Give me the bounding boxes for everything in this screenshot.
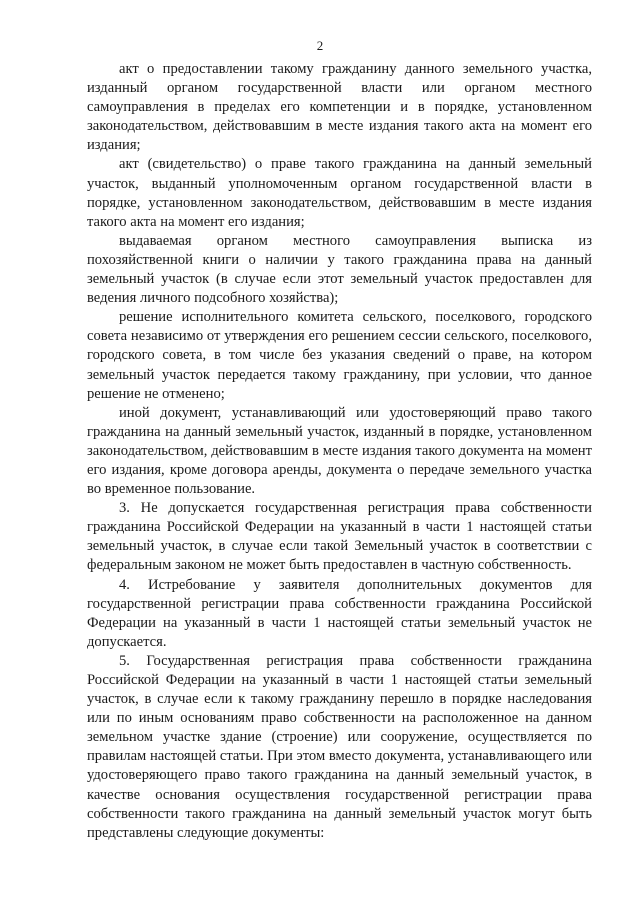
paragraph-act-certificate: акт (свидетельство) о праве такого гражданина на данный земельный участок, выданный уполномоченным органом государственной власти в порядке, установленном законодательством, действовавшим в месте издания такого акта на момент его издания; <box>87 156 592 230</box>
paragraph-other-document: иной документ, устанавливающий или удостоверяющий право такого гражданина на данный земельный участок, изданный в порядке, установленном законодательством, действовавшим в месте издания такого документа на момент его издания, кроме договора аренды, документа о передаче земельного участка во временное пользование. <box>87 404 592 498</box>
paragraph-item-5: 5. Государственная регистрация права собственности гражданина Российской Федерации на указанный в части 1 настоящей статьи земельный участок, в случае если к такому гражданину перешло в порядке наследования или по иным основаниям право собственности на расположенное на данном земельном участке здание (строение) или сооружение, осуществляется по правилам настоящей статьи. При этом вместо документа, устанавливающего или удостоверяющего право такого гражданина на данный земельный участок, в качестве основания осуществления государственной регистрации права собственности такого гражданина на данный земельный участок могут быть представлены следующие документы: <box>87 652 592 841</box>
paragraph-item-4: 4. Истребование у заявителя дополнительных документов для государственной регистрации права собственности гражданина Российской Федерации на указанный в части 1 настоящей статьи земельный участок не допускается. <box>87 576 592 650</box>
paragraph-executive-committee-decision: решение исполнительного комитета сельского, поселкового, городского совета независимо от утверждения его решением сессии сельского, поселкового, городского совета, в том числе без указания сведений о праве, на котором земельный участок передается такому гражданину, при условии, что данное решение не отменено; <box>87 309 592 402</box>
paragraph-household-book-extract: выдаваемая органом местного самоуправления выписка из похозяйственной книги о наличии у такого гражданина права на данный земельный участок (в случае если этот земельный участок предоставлен для ведения личного подсобного хозяйства); <box>87 232 592 307</box>
paragraph-item-3: 3. Не допускается государственная регистрация права собственности гражданина Российской Федерации на указанный в части 1 настоящей статьи земельный участок, в случае если такой Земельный участок в соответствии с федеральным законом не может быть предоставлен в частную собственность. <box>87 500 592 574</box>
page-number: 2 <box>316 38 324 53</box>
paragraph-act-granting-plot: акт о предоставлении такому гражданину данного земельного участка, изданный органом государственной власти или органом местного самоуправления в пределах его компетенции и в порядке, установленном законодательством, действовавшим в месте издания такого акта на момент его издания; <box>87 61 592 154</box>
document-body <box>87 60 592 843</box>
